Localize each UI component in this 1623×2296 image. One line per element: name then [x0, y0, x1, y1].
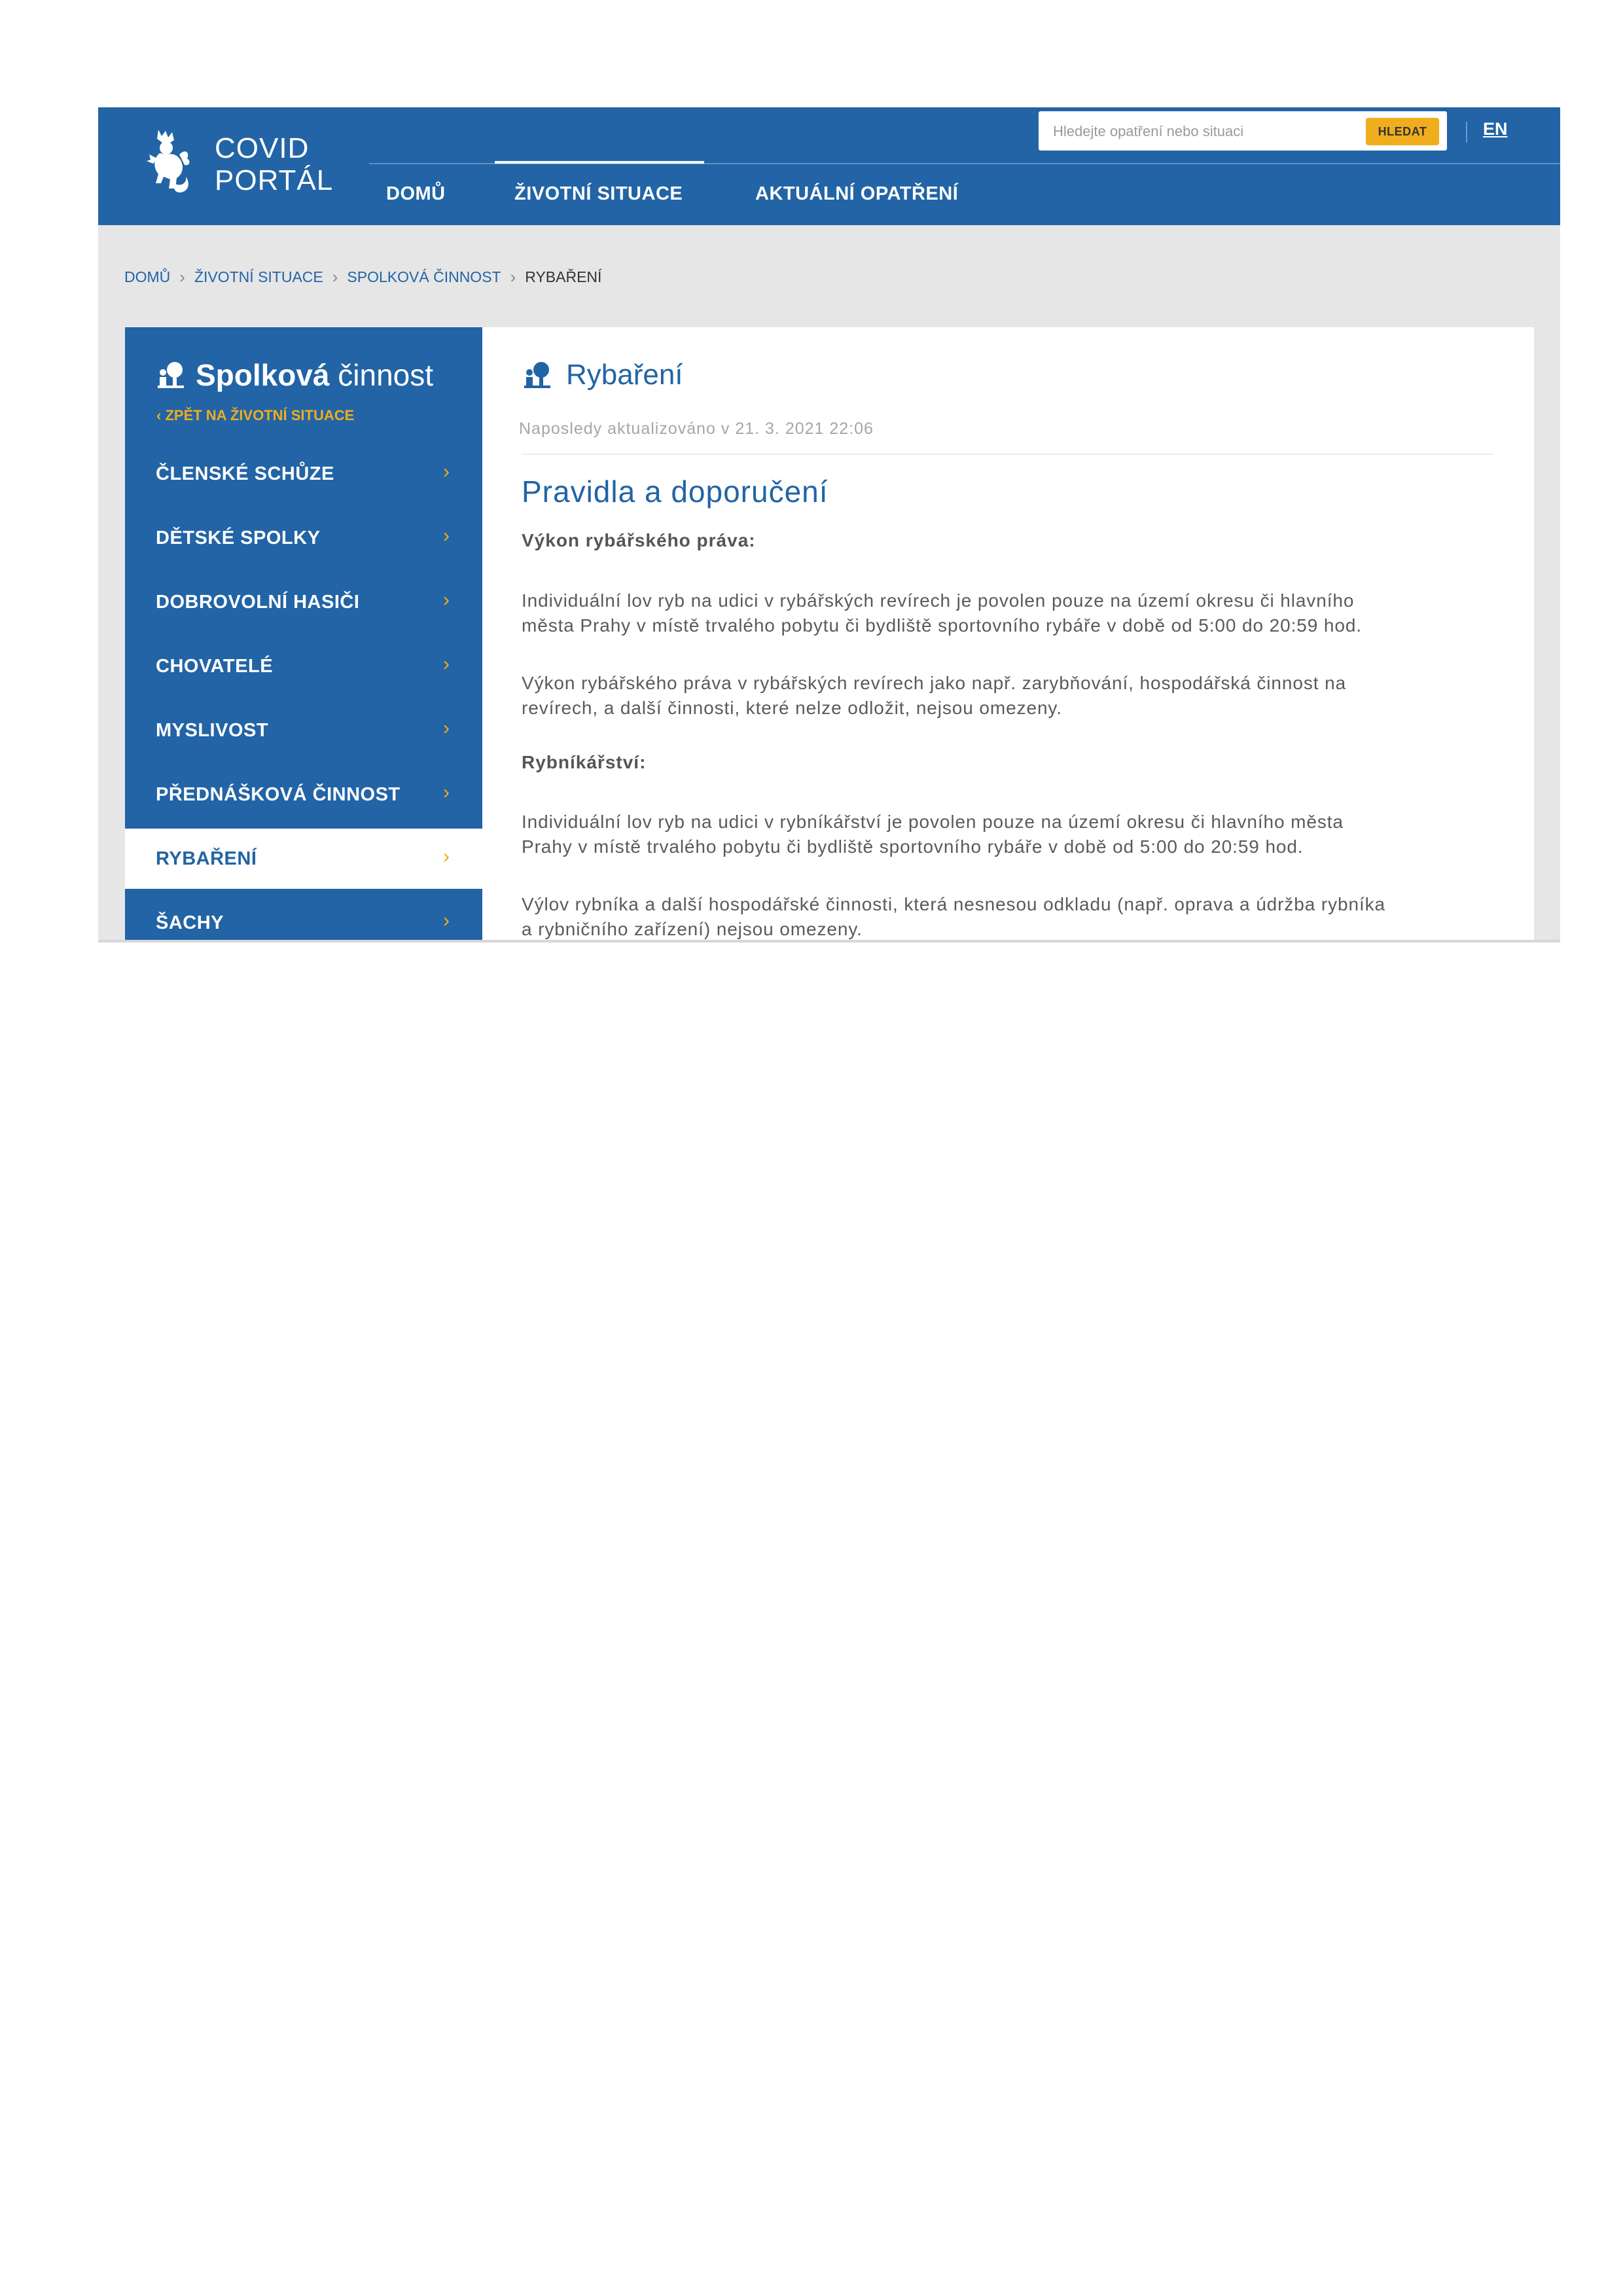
chevron-right-icon: › — [443, 781, 450, 803]
chevron-right-icon: › — [443, 846, 450, 867]
sidebar-item-volunteer-firefighters[interactable] — [125, 572, 482, 632]
breadcrumb — [124, 267, 601, 287]
sidebar-title-rest: činnost — [338, 357, 434, 392]
search-button[interactable]: HLEDAT — [1366, 118, 1439, 145]
chevron-right-icon: › — [443, 461, 450, 482]
sidebar-item-fishing[interactable] — [125, 829, 482, 889]
back-link-label: ZPĚT NA ŽIVOTNÍ SITUACE — [165, 407, 355, 423]
chevron-right-icon: › — [443, 717, 450, 739]
paragraph-line: Výkon rybářského práva v rybářských revírech jako např. zarybňování, hospodářská činnost na — [522, 673, 1347, 693]
chevron-right-icon: › — [443, 589, 450, 611]
chevron-left-icon: ‹ — [156, 407, 166, 423]
breadcrumb-home[interactable]: DOMŮ — [124, 268, 171, 285]
sidebar-item-label: ČLENSKÉ SCHŮZE — [156, 463, 334, 484]
sidebar-item-breeders[interactable] — [125, 636, 482, 696]
nav-life-situations[interactable]: ŽIVOTNÍ SITUACE — [514, 183, 683, 204]
paragraph — [522, 671, 1503, 721]
breadcrumb-life-situations[interactable]: ŽIVOTNÍ SITUACE — [194, 268, 323, 285]
page-title — [523, 359, 683, 391]
subheading-pond-farming: Rybníkářství: — [522, 752, 647, 772]
sidebar-item-label: DOBROVOLNÍ HASIČI — [156, 592, 360, 613]
paragraph — [522, 588, 1503, 638]
nav-current-measures[interactable]: AKTUÁLNÍ OPATŘENÍ — [755, 183, 959, 204]
logo-line-1: COVID — [215, 132, 310, 164]
sidebar-item-lectures[interactable] — [125, 764, 482, 825]
paragraph-line: Individuální lov ryb na udici v rybníkářství je povolen pouze na území okresu či hlavního města — [522, 812, 1344, 832]
sidebar-item-label: RYBAŘENÍ — [156, 848, 257, 869]
language-separator — [1466, 122, 1467, 143]
chevron-right-icon: › — [443, 910, 450, 931]
main-content — [482, 327, 1534, 942]
back-to-life-situations-link[interactable] — [156, 407, 354, 424]
last-updated: Naposledy aktualizováno v 21. 3. 2021 22:06 — [519, 420, 874, 438]
divider — [522, 454, 1493, 455]
paragraph — [522, 892, 1503, 942]
sidebar-item-hunting[interactable] — [125, 700, 482, 761]
logo-line-2: PORTÁL — [215, 164, 334, 196]
site-header — [98, 107, 1560, 225]
paragraph-line: Individuální lov ryb na udici v rybářských revírech je povolen pouze na území okresu či hlavního — [522, 590, 1355, 611]
sidebar-item-label: CHOVATELÉ — [156, 656, 274, 677]
paragraph-line: a rybničního zařízení) nejsou omezeny. — [522, 919, 863, 939]
sidebar-item-label: MYSLIVOST — [156, 720, 269, 741]
sidebar-item-label: DĚTSKÉ SPOLKY — [156, 528, 321, 548]
language-switch-en[interactable]: EN — [1483, 119, 1508, 139]
page-title-text: Rybaření — [566, 359, 683, 391]
chevron-right-icon: › — [510, 267, 516, 287]
breadcrumb-associations[interactable]: SPOLKOVÁ ČINNOST — [347, 268, 501, 285]
chevron-right-icon: › — [443, 653, 450, 675]
paragraph-line: revírech, a další činnosti, které nelze odložit, nejsou omezeny. — [522, 698, 1062, 718]
nav-home[interactable]: DOMŮ — [386, 183, 446, 204]
browser-viewport — [98, 107, 1560, 942]
search-box — [1039, 111, 1447, 151]
sidebar-title — [156, 355, 433, 393]
tree-person-icon — [523, 361, 552, 389]
lion-crest-icon — [144, 128, 196, 198]
paragraph-line: Prahy v místě trvalého pobytu či bydliště sportovního rybáře v době od 5:00 do 20:59 hod. — [522, 836, 1304, 857]
paragraph-line: Výlov rybníka a další hospodářské činnosti, která nesnesou odkladu (např. oprava a údržba rybníka — [522, 894, 1386, 914]
paragraph-line: města Prahy v místě trvalého pobytu či bydliště sportovního rybáře v době od 5:00 do 20:59 hod. — [522, 615, 1362, 636]
sidebar-item-chess[interactable] — [125, 893, 482, 942]
nav-active-indicator — [495, 161, 704, 164]
site-logo[interactable] — [144, 128, 340, 200]
sidebar-title-bold: Spolková — [196, 357, 330, 392]
sidebar-item-member-meetings[interactable] — [125, 444, 482, 504]
chevron-right-icon: › — [179, 267, 185, 287]
search-input[interactable] — [1052, 120, 1362, 143]
viewport-bottom-edge — [98, 940, 1560, 942]
chevron-right-icon: › — [332, 267, 338, 287]
tree-person-icon — [156, 361, 185, 389]
sidebar-item-children-associations[interactable] — [125, 508, 482, 568]
subheading-fishing-rights: Výkon rybářského práva: — [522, 530, 756, 550]
chevron-right-icon: › — [443, 525, 450, 547]
logo-text — [215, 132, 359, 196]
sidebar-item-label: ŠACHY — [156, 912, 224, 933]
section-title: Pravidla a doporučení — [522, 475, 829, 509]
sidebar-item-label: PŘEDNÁŠKOVÁ ČINNOST — [156, 784, 401, 805]
breadcrumb-current: RYBAŘENÍ — [525, 268, 602, 285]
paragraph — [522, 810, 1503, 859]
sidebar — [125, 327, 482, 942]
